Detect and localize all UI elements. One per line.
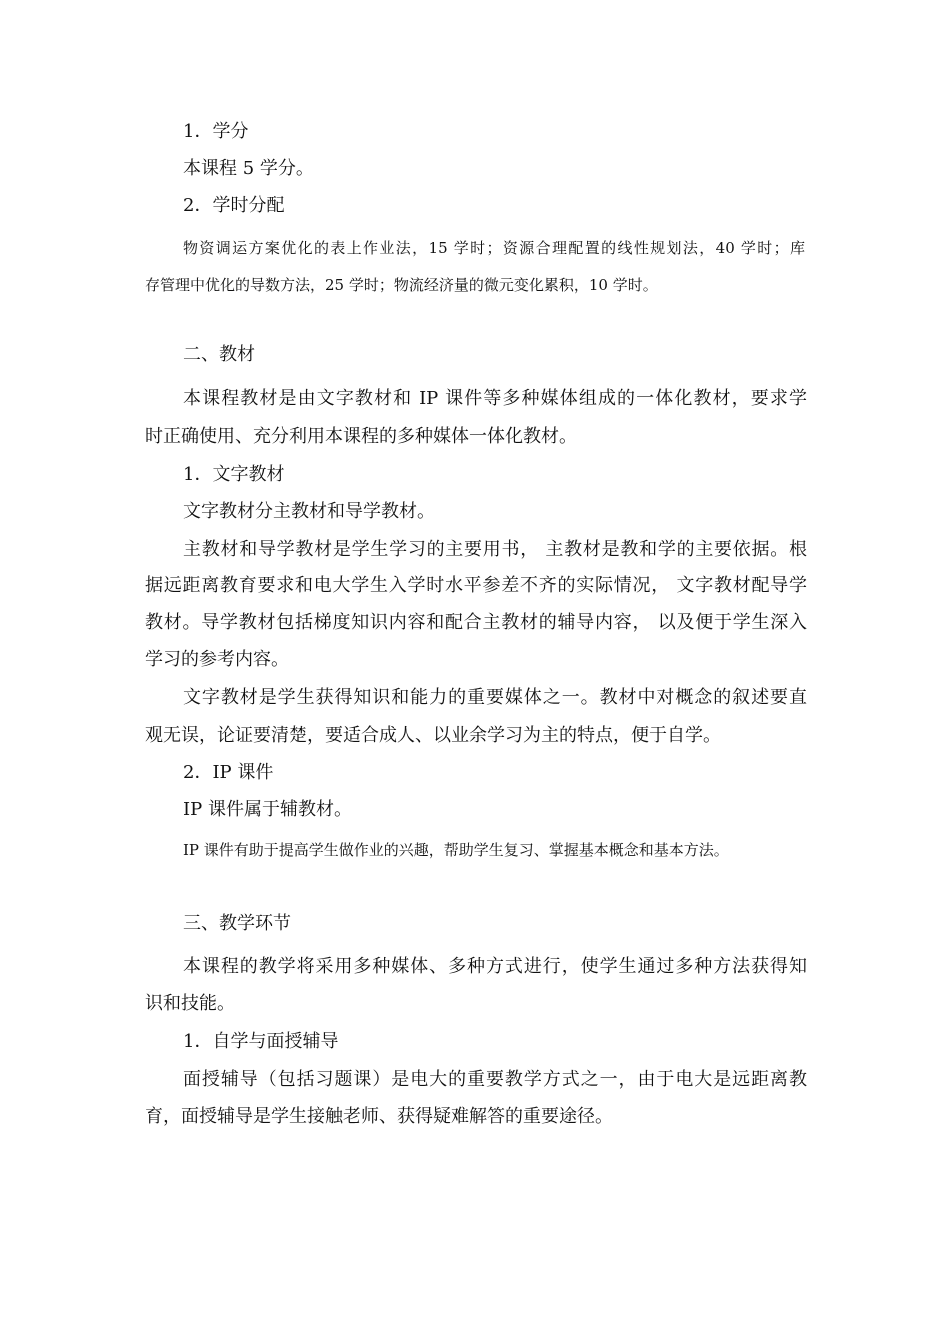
- ip-courseware-p1: IP 课件属于辅教材。: [183, 799, 352, 820]
- textbook-intro-line-2: 时正确使用、充分利用本课程的多种媒体一体化教材。: [145, 426, 577, 447]
- self-study-p1-line-1: 面授辅导（包括习题课）是电大的重要教学方式之一，由于电大是远距离教: [183, 1069, 807, 1090]
- self-study-p1-line-2: 育，面授辅导是学生接触老师、获得疑难解答的重要途径。: [145, 1106, 613, 1127]
- written-material-p3-line-2: 观无误，论证要清楚，要适合成人、以业余学习为主的特点，便于自学。: [145, 725, 721, 746]
- written-material-heading: 1．文字教材: [183, 464, 285, 485]
- ip-courseware-p2: IP 课件有助于提高学生做作业的兴趣，帮助学生复习、掌握基本概念和基本方法。: [183, 841, 729, 859]
- written-material-p2-line-4: 学习的参考内容。: [145, 649, 289, 670]
- teaching-section-heading: 三、教学环节: [183, 913, 291, 934]
- written-material-p2-line-1: 主教材和导学教材是学生学习的主要用书， 主教材是教和学的主要依据。根: [183, 539, 807, 560]
- teaching-intro-line-1: 本课程的教学将采用多种媒体、多种方式进行，使学生通过多种方法获得知: [183, 956, 807, 977]
- written-material-p2-line-3: 教材。导学教材包括梯度知识内容和配合主教材的辅导内容， 以及便于学生深入: [145, 612, 807, 633]
- hours-heading: 2．学时分配: [183, 195, 285, 216]
- teaching-intro-line-2: 识和技能。: [145, 993, 235, 1014]
- textbook-section-heading: 二、教材: [183, 344, 255, 365]
- textbook-intro-line-1: 本课程教材是由文字教材和 IP 课件等多种媒体组成的一体化教材，要求学: [183, 388, 807, 409]
- written-material-p3-line-1: 文字教材是学生获得知识和能力的重要媒体之一。教材中对概念的叙述要直: [183, 687, 807, 708]
- self-study-heading: 1．自学与面授辅导: [183, 1031, 339, 1052]
- written-material-p1: 文字教材分主教材和导学教材。: [183, 501, 435, 522]
- ip-courseware-heading: 2．IP 课件: [183, 762, 274, 783]
- hours-text-line-2: 存管理中优化的导数方法，25 学时；物流经济量的微元变化累积，10 学时。: [145, 276, 658, 294]
- written-material-p2-line-2: 据远距离教育要求和电大学生入学时水平参差不齐的实际情况， 文字教材配导学: [145, 575, 807, 596]
- credits-text: 本课程 5 学分。: [183, 158, 314, 179]
- credits-heading: 1．学分: [183, 121, 249, 142]
- hours-text-line-1: 物资调运方案优化的表上作业法，15 学时；资源合理配置的线性规划法，40 学时；库: [183, 239, 805, 257]
